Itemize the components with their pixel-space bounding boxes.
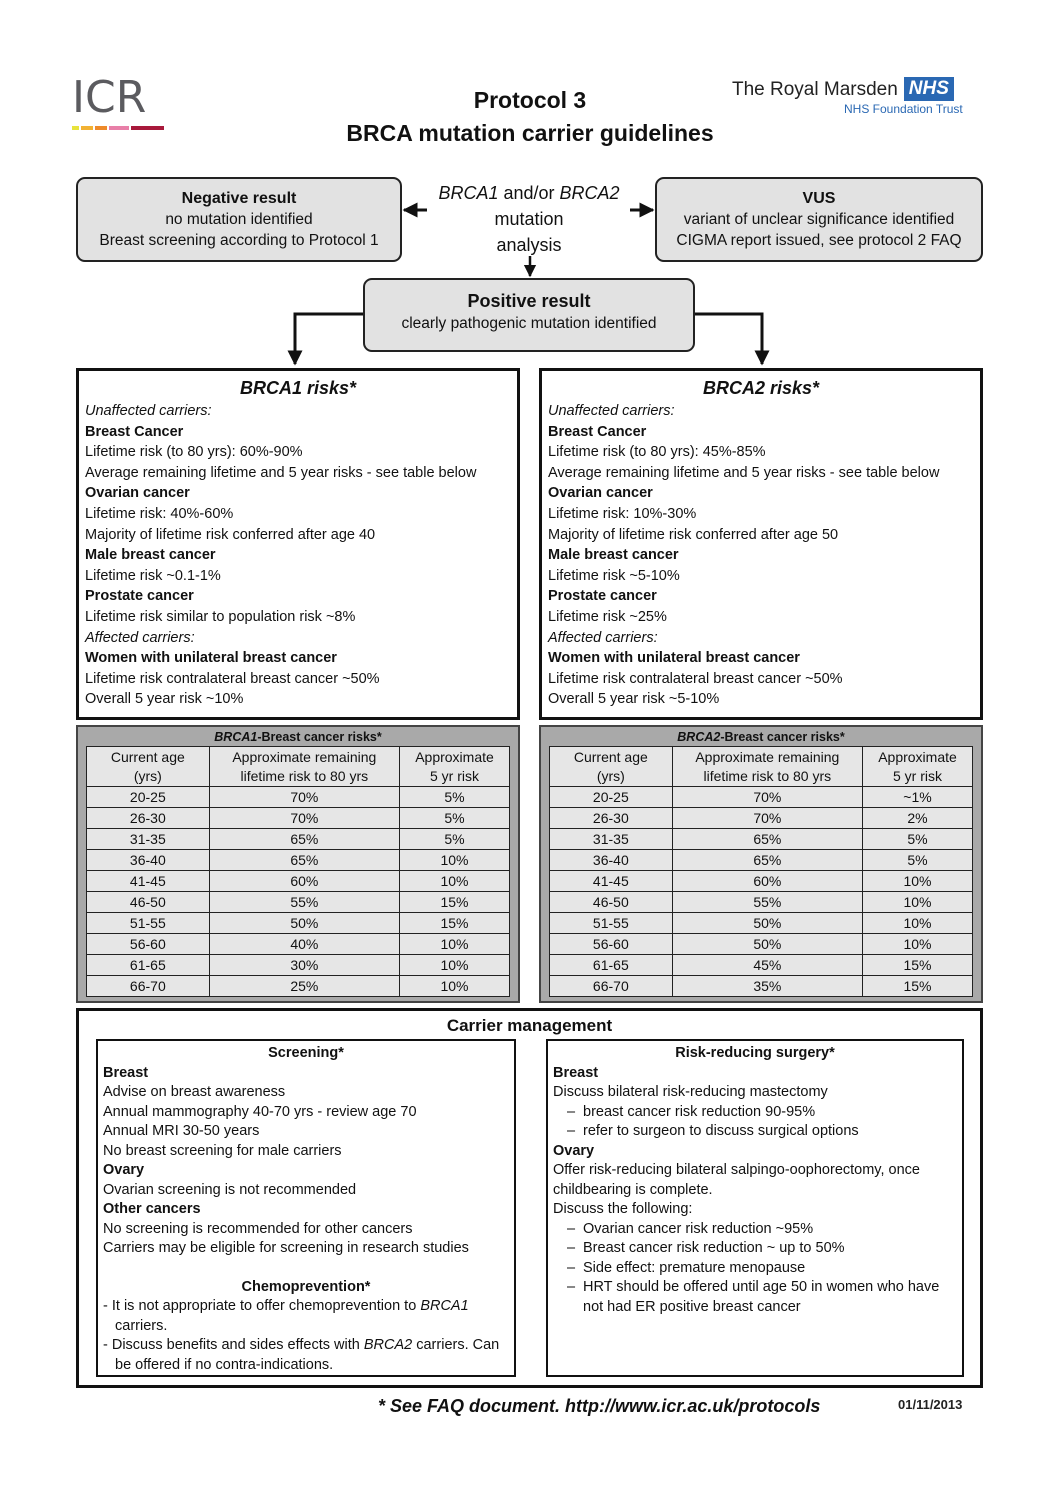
- table-row: [87, 955, 510, 976]
- table-row: [550, 892, 973, 913]
- table-row: [550, 871, 973, 892]
- male-heading: Male breast cancer: [548, 547, 679, 564]
- contralateral-risk: Lifetime risk contralateral breast cancer ~50%: [85, 670, 380, 687]
- cell-age: 41-45: [87, 871, 210, 892]
- cell-lifetime-risk: 65%: [209, 850, 399, 871]
- header-lifetime: [209, 747, 399, 787]
- document-date: 01/11/2013: [898, 1397, 963, 1412]
- unaffected-label: Unaffected carriers:: [85, 403, 212, 419]
- affected-label: Affected carriers:: [85, 629, 195, 646]
- cell-lifetime-risk: 65%: [209, 829, 399, 850]
- cell-5yr-risk: 5%: [400, 808, 510, 829]
- cell-age: 26-30: [550, 808, 673, 829]
- chemo-text: carriers.: [115, 1317, 168, 1334]
- cell-lifetime-risk: 30%: [209, 955, 399, 976]
- cell-5yr-risk: 15%: [863, 955, 973, 976]
- table-body: [550, 787, 973, 997]
- screening-breast-item: No breast screening for male carriers: [103, 1142, 342, 1159]
- surgery-breast-item: – breast cancer risk reduction 90-95%: [553, 1103, 957, 1123]
- header-lifetime: [672, 747, 862, 787]
- header-line: lifetime risk to 80 yrs: [240, 767, 369, 784]
- brca1-breast-risk-table: [86, 746, 510, 997]
- table-row: [87, 850, 510, 871]
- ovarian-majority: Majority of lifetime risk conferred after age 50: [548, 526, 839, 543]
- brca1-breast-risk-table-panel: [76, 725, 520, 1003]
- table-row: [550, 787, 973, 808]
- surgery-breast-intro: Discuss bilateral risk-reducing mastectomy: [553, 1084, 828, 1100]
- icr-bar: [81, 126, 93, 130]
- cell-age: 51-55: [87, 913, 210, 934]
- header-line: (yrs): [596, 767, 625, 784]
- arrow-to-brca1: [295, 314, 363, 364]
- cell-5yr-risk: 10%: [863, 934, 973, 955]
- male-heading: Male breast cancer: [85, 547, 216, 564]
- header-line: 5 yr risk: [893, 767, 942, 784]
- header-line: 5 yr risk: [430, 767, 479, 784]
- icr-bar: [95, 126, 107, 130]
- cell-5yr-risk: 10%: [400, 934, 510, 955]
- cell-age: 31-35: [550, 829, 673, 850]
- carrier-management-title: Carrier management: [446, 1016, 613, 1035]
- brca2-breast-risk-table-panel: [539, 725, 983, 1003]
- breast-lifetime: Lifetime risk (to 80 yrs): 45%-85%: [548, 444, 766, 461]
- table-row: [87, 871, 510, 892]
- header-line: Approximate remaining: [232, 749, 377, 765]
- table-body: [87, 787, 510, 997]
- cell-age: 66-70: [87, 976, 210, 997]
- chemoprevention-title: Chemoprevention*: [241, 1278, 371, 1295]
- cell-lifetime-risk: 50%: [672, 934, 862, 955]
- positive-title: Positive result: [467, 291, 591, 311]
- header-age: [87, 747, 210, 787]
- surgery-breast-heading: Breast: [553, 1064, 599, 1081]
- cell-age: 41-45: [550, 871, 673, 892]
- negative-result-box: [76, 177, 402, 262]
- brca1-risks-box: [76, 368, 520, 720]
- chemo-gene: BRCA1: [420, 1298, 469, 1314]
- table-title-rest: -Breast cancer risks*: [257, 730, 382, 744]
- cell-lifetime-risk: 25%: [209, 976, 399, 997]
- surgery-ovary-item: – HRT should be offered until age 50 in women who have not had ER positive breast cancer: [553, 1278, 957, 1317]
- analysis-gene2: BRCA2: [559, 183, 620, 203]
- surgery-ovary-item: – Ovarian cancer risk reduction ~95%: [553, 1220, 957, 1240]
- screening-breast-item: Annual MRI 30-50 years: [103, 1123, 260, 1139]
- negative-line1: no mutation identified: [165, 211, 313, 228]
- chemoprevention-item: [103, 1297, 509, 1336]
- header-5yr: [400, 747, 510, 787]
- table-row: [550, 829, 973, 850]
- title-guidelines: BRCA mutation carrier guidelines: [346, 120, 714, 146]
- positive-line1: clearly pathogenic mutation identified: [401, 315, 657, 332]
- header-5yr: [863, 747, 973, 787]
- header-line: Approximate: [415, 749, 494, 765]
- breast-heading: Breast Cancer: [548, 423, 647, 440]
- breast-heading: Breast Cancer: [85, 423, 184, 440]
- surgery-ovary-discuss: Discuss the following:: [553, 1201, 693, 1217]
- cell-age: 36-40: [550, 850, 673, 871]
- screening-box: [96, 1039, 516, 1377]
- cell-5yr-risk: 10%: [400, 976, 510, 997]
- cell-age: 56-60: [87, 934, 210, 955]
- cell-lifetime-risk: 50%: [672, 913, 862, 934]
- screening-breast-heading: Breast: [103, 1064, 149, 1081]
- screening-breast-item: Advise on breast awareness: [103, 1084, 286, 1100]
- overall-5yr-risk: Overall 5 year risk ~5-10%: [548, 691, 720, 708]
- vus-line2: CIGMA report issued, see protocol 2 FAQ: [676, 232, 962, 249]
- breast-average: Average remaining lifetime and 5 year risks - see table below: [85, 464, 477, 481]
- icr-logo-text: ICR: [72, 72, 147, 123]
- header-line: Current age: [573, 749, 648, 765]
- chemo-text: carriers. Can be offered if no contra-indications.: [115, 1337, 500, 1373]
- chemo-text: Discuss benefits and sides effects with: [111, 1337, 364, 1353]
- table-row: [550, 976, 973, 997]
- surgery-ovary-heading: Ovary: [553, 1142, 595, 1159]
- carrier-management-box: [76, 1008, 983, 1388]
- vus-title: VUS: [802, 190, 836, 207]
- table-row: [87, 976, 510, 997]
- cell-lifetime-risk: 65%: [672, 850, 862, 871]
- cell-age: 46-50: [87, 892, 210, 913]
- screening-other-item: No screening is recommended for other cancers: [103, 1220, 413, 1237]
- table-row: [87, 934, 510, 955]
- prostate-lifetime: Lifetime risk similar to population risk ~8%: [85, 608, 356, 625]
- cell-lifetime-risk: 70%: [672, 787, 862, 808]
- cell-lifetime-risk: 55%: [209, 892, 399, 913]
- icr-bar: [109, 126, 129, 130]
- analysis-gene1: BRCA1: [438, 183, 499, 203]
- screening-other-item: Carriers may be eligible for screening in research studies: [103, 1240, 469, 1256]
- table-row: [550, 850, 973, 871]
- breast-lifetime: Lifetime risk (to 80 yrs): 60%-90%: [85, 444, 303, 461]
- cell-lifetime-risk: 65%: [672, 829, 862, 850]
- screening-ovary-item: Ovarian screening is not recommended: [103, 1181, 357, 1198]
- surgery-ovary-item: – Breast cancer risk reduction ~ up to 50%: [553, 1239, 957, 1259]
- cell-lifetime-risk: 70%: [209, 808, 399, 829]
- risk-title: BRCA2 risks*: [702, 378, 820, 398]
- header-line: Approximate: [878, 749, 957, 765]
- royal-marsden-subtitle: NHS Foundation Trust: [844, 102, 963, 116]
- cell-age: 56-60: [550, 934, 673, 955]
- cell-5yr-risk: 5%: [863, 829, 973, 850]
- faq-footnote[interactable]: * See FAQ document. http://www.icr.ac.uk/protocols: [378, 1396, 821, 1416]
- cell-age: 31-35: [87, 829, 210, 850]
- negative-line2: Breast screening according to Protocol 1: [99, 232, 379, 249]
- table-row: [87, 913, 510, 934]
- cell-5yr-risk: 10%: [863, 892, 973, 913]
- prostate-heading: Prostate cancer: [85, 588, 194, 605]
- cell-age: 20-25: [550, 787, 673, 808]
- vus-line1: variant of unclear significance identified: [683, 211, 955, 228]
- negative-title: Negative result: [181, 190, 297, 207]
- vus-box: [655, 177, 983, 262]
- cell-lifetime-risk: 60%: [672, 871, 862, 892]
- screening-title: Screening*: [268, 1045, 344, 1061]
- screening-other-heading: Other cancers: [103, 1201, 201, 1217]
- surgery-breast-item: – refer to surgeon to discuss surgical options: [553, 1122, 957, 1142]
- surgery-title: Risk-reducing surgery*: [675, 1045, 835, 1061]
- cell-5yr-risk: 10%: [400, 955, 510, 976]
- cell-5yr-risk: 10%: [400, 871, 510, 892]
- table-header-row: [550, 747, 973, 787]
- table-row: [550, 808, 973, 829]
- contralateral-risk: Lifetime risk contralateral breast cancer ~50%: [548, 670, 843, 687]
- table-header-row: [87, 747, 510, 787]
- table-row: [550, 955, 973, 976]
- page-title: [300, 84, 760, 150]
- breast-average: Average remaining lifetime and 5 year risks - see table below: [548, 464, 940, 481]
- unaffected-label: Unaffected carriers:: [548, 403, 675, 419]
- table-title: [549, 729, 973, 746]
- cell-lifetime-risk: 55%: [672, 892, 862, 913]
- table-row: [87, 829, 510, 850]
- affected-label: Affected carriers:: [548, 629, 658, 646]
- icr-logo-color-bars: [72, 126, 164, 130]
- chemoprevention-item: [103, 1336, 509, 1375]
- prostate-heading: Prostate cancer: [548, 588, 657, 605]
- cell-5yr-risk: 2%: [863, 808, 973, 829]
- cell-age: 46-50: [550, 892, 673, 913]
- ovarian-heading: Ovarian cancer: [548, 485, 653, 502]
- unilateral-heading: Women with unilateral breast cancer: [548, 650, 800, 667]
- surgery-ovary-intro: Offer risk-reducing bilateral salpingo-oophorectomy, once childbearing is complete.: [553, 1162, 920, 1198]
- cell-5yr-risk: 10%: [863, 913, 973, 934]
- analysis-line3: analysis: [496, 235, 562, 255]
- ovarian-lifetime: Lifetime risk: 10%-30%: [548, 505, 697, 522]
- cell-5yr-risk: 15%: [400, 892, 510, 913]
- surgery-ovary-item: – Side effect: premature menopause: [553, 1259, 957, 1279]
- cell-5yr-risk: 5%: [400, 829, 510, 850]
- icr-bar: [131, 126, 164, 130]
- header-line: Approximate remaining: [695, 749, 840, 765]
- header-age: [550, 747, 673, 787]
- screening-breast-item: Annual mammography 40-70 yrs - review age 70: [103, 1103, 417, 1120]
- cell-5yr-risk: ~1%: [863, 787, 973, 808]
- spacer: [103, 1259, 509, 1278]
- title-protocol: Protocol 3: [473, 87, 587, 113]
- cell-5yr-risk: 10%: [400, 850, 510, 871]
- table-title-gene: BRCA1: [214, 730, 258, 744]
- positive-result-box: [363, 278, 695, 352]
- ovarian-heading: Ovarian cancer: [85, 485, 190, 502]
- table-row: [87, 892, 510, 913]
- cell-5yr-risk: 10%: [863, 871, 973, 892]
- royal-marsden-logo: [732, 77, 986, 116]
- analysis-and-or: and/or: [498, 183, 560, 203]
- unilateral-heading: Women with unilateral breast cancer: [85, 650, 337, 667]
- male-lifetime: Lifetime risk ~0.1-1%: [85, 567, 221, 584]
- table-title-gene: BRCA2: [677, 730, 721, 744]
- icr-logo: [72, 72, 164, 132]
- risk-reducing-surgery-box: [546, 1039, 964, 1377]
- male-lifetime: Lifetime risk ~5-10%: [548, 567, 680, 584]
- cell-age: 20-25: [87, 787, 210, 808]
- chemo-text: It is not appropriate to offer chemoprevention to: [111, 1298, 421, 1314]
- table-title-rest: -Breast cancer risks*: [720, 730, 845, 744]
- cell-lifetime-risk: 50%: [209, 913, 399, 934]
- cell-5yr-risk: 5%: [400, 787, 510, 808]
- cell-age: 61-65: [87, 955, 210, 976]
- screening-ovary-heading: Ovary: [103, 1162, 145, 1178]
- chemo-gene: BRCA2: [363, 1337, 413, 1353]
- table-row: [87, 808, 510, 829]
- royal-marsden-name: The Royal Marsden: [732, 79, 898, 100]
- table-row: [550, 934, 973, 955]
- table-title: [86, 729, 510, 746]
- cell-5yr-risk: 5%: [863, 850, 973, 871]
- header-line: Current age: [110, 749, 185, 765]
- cell-age: 36-40: [87, 850, 210, 871]
- cell-age: 66-70: [550, 976, 673, 997]
- cell-5yr-risk: 15%: [863, 976, 973, 997]
- risk-title: BRCA1 risks*: [239, 378, 357, 398]
- cell-lifetime-risk: 70%: [672, 808, 862, 829]
- brca2-risks-box: [539, 368, 983, 720]
- ovarian-lifetime: Lifetime risk: 40%-60%: [85, 505, 234, 522]
- icr-bar: [72, 126, 79, 130]
- cell-age: 26-30: [87, 808, 210, 829]
- prostate-lifetime: Lifetime risk ~25%: [548, 608, 667, 625]
- ovarian-majority: Majority of lifetime risk conferred after age 40: [85, 526, 376, 543]
- analysis-line2: mutation: [494, 209, 564, 229]
- cell-age: 51-55: [550, 913, 673, 934]
- table-row: [87, 787, 510, 808]
- nhs-badge: NHS: [904, 77, 954, 101]
- header-line: (yrs): [133, 767, 162, 784]
- cell-lifetime-risk: 70%: [209, 787, 399, 808]
- brca2-breast-risk-table: [549, 746, 973, 997]
- arrow-to-brca2: [695, 314, 762, 364]
- cell-5yr-risk: 15%: [400, 913, 510, 934]
- cell-lifetime-risk: 35%: [672, 976, 862, 997]
- overall-5yr-risk: Overall 5 year risk ~10%: [85, 691, 244, 708]
- cell-lifetime-risk: 40%: [209, 934, 399, 955]
- table-row: [550, 913, 973, 934]
- cell-lifetime-risk: 45%: [672, 955, 862, 976]
- header-line: lifetime risk to 80 yrs: [703, 767, 832, 784]
- mutation-analysis-label: [420, 180, 638, 258]
- cell-lifetime-risk: 60%: [209, 871, 399, 892]
- cell-age: 61-65: [550, 955, 673, 976]
